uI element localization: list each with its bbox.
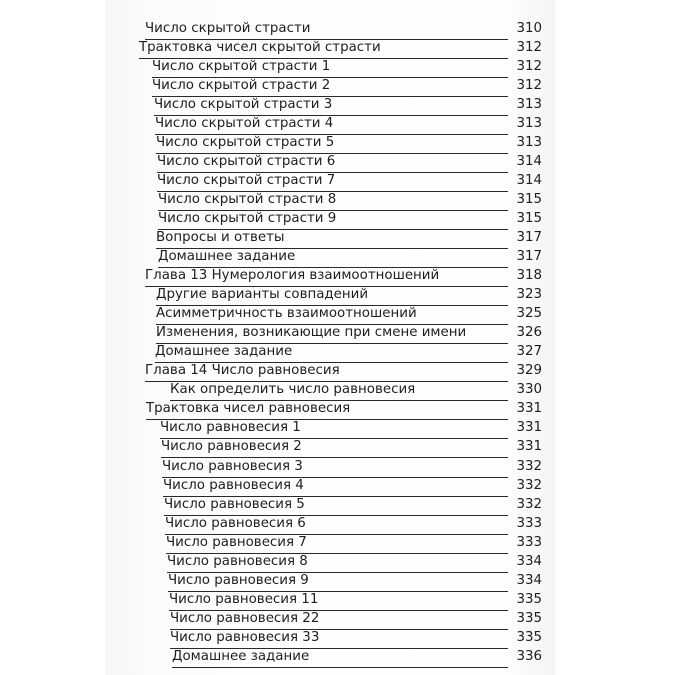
toc-entry-title: Домашнее задание	[155, 344, 293, 360]
toc-entry-page-number: 326	[516, 325, 542, 341]
toc-entry-title: Число скрытой страсти 1	[152, 59, 331, 74]
toc-entry-page-number: 315	[516, 211, 542, 227]
toc-entry	[0, 381, 675, 401]
toc-entry	[0, 515, 675, 535]
toc-entry-title: Число скрытой страсти 6	[157, 154, 336, 170]
toc-entry-page-number: 329	[516, 363, 542, 379]
toc-entry-page-number: 317	[516, 249, 542, 265]
toc-entry-title: Число скрытой страсти 8	[158, 192, 337, 208]
toc-entry-page-number: 334	[516, 572, 542, 588]
toc-entry-title: Число скрытой страсти 3	[154, 97, 333, 113]
toc-entry-page-number: 336	[516, 648, 542, 664]
toc-entry-page-number: 333	[516, 534, 542, 550]
toc-entry-title: Число равновесия 2	[161, 439, 302, 455]
toc-entry-page-number: 327	[516, 344, 542, 360]
toc-entry-page-number: 333	[516, 515, 542, 531]
toc-entry-title: Число равновесия 1	[160, 420, 301, 436]
toc-entry-title: Другие варианты совпадений	[156, 287, 369, 303]
toc-entry-page-number: 335	[516, 629, 542, 645]
toc-entry	[0, 267, 675, 287]
toc-entry-title: Число скрытой страсти 5	[156, 135, 335, 151]
toc-entry	[0, 248, 675, 268]
toc-entry	[0, 458, 675, 478]
toc-entry-page-number: 331	[516, 401, 542, 417]
toc-entry	[0, 362, 675, 382]
toc-entry	[0, 534, 675, 554]
toc-entry-title: Число скрытой страсти 9	[158, 211, 337, 227]
toc-entry-title: Число равновесия 7	[166, 534, 307, 550]
toc-entry-title: Число скрытой страсти 2	[152, 78, 331, 94]
toc-entry-title: Число равновесия 9	[168, 572, 309, 588]
toc-entry-page-number: 335	[516, 610, 542, 626]
toc-entry-title: Число равновесия 8	[167, 553, 308, 569]
toc-entry	[0, 400, 675, 420]
toc-entry-page-number: 331	[516, 439, 542, 455]
toc-entry-page-number: 334	[516, 553, 542, 569]
toc-entry-page-number: 313	[516, 97, 542, 113]
toc-entry-title: Число равновесия 11	[169, 591, 319, 607]
toc-entry	[0, 96, 675, 116]
toc-entry	[0, 629, 675, 649]
toc-entry-page-number: 314	[516, 173, 542, 189]
toc-entry-page-number: 312	[516, 59, 542, 74]
toc-entry	[0, 591, 675, 611]
toc-entry	[0, 115, 675, 135]
toc-entry	[0, 477, 675, 497]
toc-entry-page-number: 314	[516, 154, 542, 170]
toc-entry-page-number: 331	[516, 420, 542, 436]
toc-entry	[0, 229, 675, 249]
toc-entry-title: Глава 14 Число равновесия	[145, 363, 340, 379]
toc-entry-page-number: 313	[516, 135, 542, 151]
toc-entry-page-number: 332	[516, 458, 542, 474]
toc-entry-title: Глава 13 Нумерология взаимоотношений	[145, 268, 440, 284]
toc-entry-title: Число скрытой страсти 4	[155, 116, 334, 132]
toc-entry-title: Трактовка чисел скрытой страсти	[139, 40, 381, 55]
toc-entry	[0, 153, 675, 173]
toc-entry	[0, 210, 675, 230]
toc-entry-page-number: 312	[516, 40, 542, 55]
toc-entry-title: Изменения, возникающие при смене имени	[156, 325, 467, 341]
toc-leader-line	[172, 667, 508, 668]
toc-entry-title: Как определить число равновесия	[170, 382, 416, 398]
toc-entry-page-number: 315	[516, 192, 542, 208]
toc-entry-title: Число равновесия 6	[165, 515, 306, 531]
toc-entry-title: Вопросы и ответы	[156, 230, 285, 246]
toc-entry	[0, 343, 675, 363]
toc-entry	[0, 77, 675, 97]
toc-entry-page-number: 323	[516, 287, 542, 303]
toc-entry-page-number: 312	[516, 78, 542, 94]
toc-entry-title: Домашнее задание	[172, 648, 310, 664]
toc-entry	[0, 172, 675, 192]
toc-entry-page-number: 310	[516, 21, 542, 36]
toc-entry	[0, 419, 675, 439]
toc-entry-page-number: 335	[516, 591, 542, 607]
toc-entry	[0, 58, 675, 78]
toc-entry-title: Число равновесия 5	[164, 496, 305, 512]
toc-entry	[0, 610, 675, 630]
toc-entry-title: Число скрытой страсти 7	[157, 173, 336, 189]
toc-entry-title: Число скрытой страсти	[145, 21, 311, 36]
toc-entry	[0, 496, 675, 516]
toc-entry	[0, 305, 675, 325]
toc-entry	[0, 648, 675, 668]
toc-entry-page-number: 332	[516, 496, 542, 512]
toc-entry-page-number: 325	[516, 306, 542, 322]
toc-entry-title: Число равновесия 3	[162, 458, 303, 474]
toc-entry	[0, 438, 675, 458]
toc-entry	[0, 553, 675, 573]
toc-entry-page-number: 330	[516, 382, 542, 398]
toc-entry	[0, 191, 675, 211]
toc-entry-page-number: 332	[516, 477, 542, 493]
toc-entry	[0, 20, 675, 40]
toc-entry-title: Число равновесия 22	[170, 610, 320, 626]
toc-entry-title: Домашнее задание	[158, 249, 296, 265]
toc-entry-page-number: 313	[516, 116, 542, 132]
toc-entry	[0, 39, 675, 59]
toc-entry-title: Трактовка чисел равновесия	[146, 401, 351, 417]
toc-entry-title: Число равновесия 4	[163, 477, 304, 493]
toc-entry-page-number: 317	[516, 230, 542, 246]
toc-entry	[0, 134, 675, 154]
toc-entry-title: Число равновесия 33	[170, 629, 320, 645]
toc-entry	[0, 324, 675, 344]
toc-entry	[0, 286, 675, 306]
toc-entry	[0, 572, 675, 592]
toc-entry-page-number: 318	[516, 268, 542, 284]
toc-entry-title: Асимметричность взаимоотношений	[156, 306, 417, 322]
